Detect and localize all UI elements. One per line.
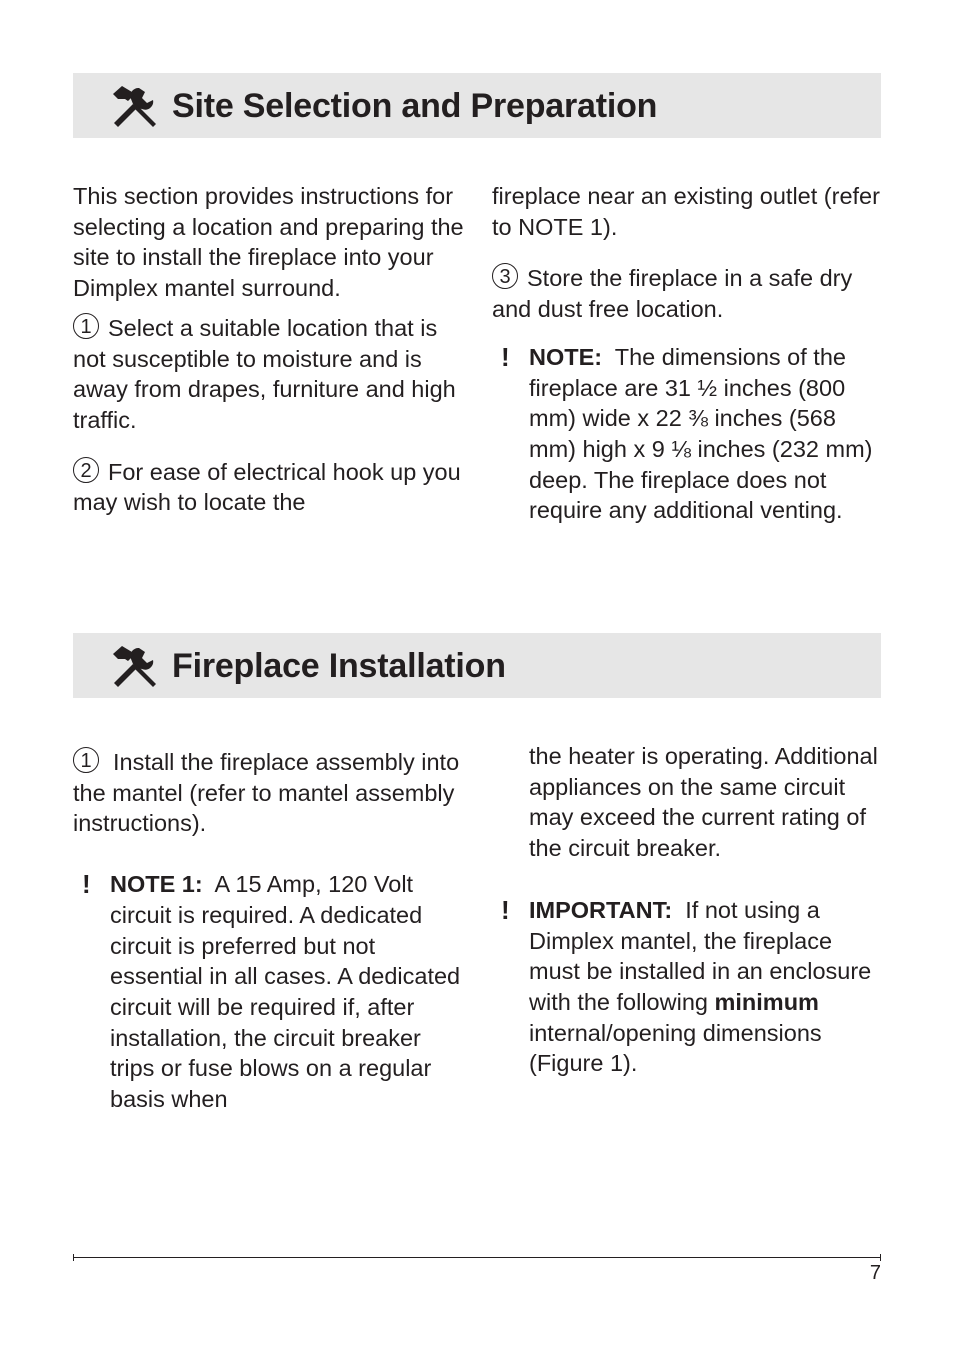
circuit-note-continued: the heater is operating. Additional appliances on the same circuit may exceed the current rating of the circuit breaker. (529, 743, 878, 862)
important-label: IMPORTANT: (529, 896, 673, 923)
step-2 (73, 457, 468, 518)
install-step-1 (73, 747, 465, 839)
page-number: 7 (869, 1262, 881, 1284)
important-bold-word: minimum (714, 988, 819, 1015)
important-text-b: internal/opening dimensions (Figure 1). (529, 1019, 822, 1077)
section2-left-column (73, 747, 465, 1115)
step-1 (73, 313, 468, 436)
intro-paragraph: This section provides instructions for selecting a location and preparing the site to install the fireplace into your Dimplex mantel surround. (73, 183, 464, 302)
step-number-1: 1 (73, 747, 99, 773)
section2-right-column (492, 741, 884, 1079)
section-banner-fireplace-installation (73, 633, 881, 698)
important-note (492, 895, 884, 1079)
note-text: The dimensions of the fireplace are 31 ½ inches (800 mm) wide x 22 ⅜ inches (568 mm) high x 9 ⅛ inches (232 mm) deep. The fireplace does not require any additional venting. (529, 343, 873, 524)
step-3 (492, 263, 884, 324)
warning-icon: ! (501, 341, 510, 372)
tools-icon (111, 85, 159, 127)
step-number-1: 1 (73, 313, 99, 339)
section-title: Fireplace Installation (172, 647, 506, 685)
note1-text: A 15 Amp, 120 Volt circuit is required. A dedicated circuit is preferred but not essential in all cases. A dedicated circuit will be required if, after installation, the circuit breaker trips or fuse blows on a regular basis when (110, 871, 461, 1113)
section1-right-column (492, 181, 884, 526)
circuit-note (73, 869, 465, 1115)
dimensions-note (492, 342, 884, 526)
warning-icon: ! (82, 869, 91, 900)
step-3-text: Store the fireplace in a safe dry and dust free location. (492, 265, 853, 323)
step-number-2: 2 (73, 457, 99, 483)
tools-icon (111, 645, 159, 687)
section-title: Site Selection and Preparation (172, 87, 658, 125)
install-step-1-text: Install the fireplace assembly into the mantel (refer to mantel assembly instructions). (73, 749, 460, 837)
note1-label: NOTE 1: (110, 871, 203, 898)
step-2-continued: fireplace near an existing outlet (refer to NOTE 1). (492, 183, 880, 240)
warning-icon: ! (501, 894, 510, 925)
section1-left-column (73, 181, 468, 518)
step-2-text: For ease of electrical hook up you may wish to locate the (73, 458, 461, 516)
step-number-3: 3 (492, 263, 518, 289)
section-banner-site-selection (73, 73, 881, 138)
step-1-text: Select a suitable location that is not susceptible to moisture and is away from drapes, furniture and high traffic. (73, 314, 456, 433)
footer-rule (73, 1257, 881, 1258)
note-label: NOTE: (529, 343, 603, 370)
important-text-a: If not using a Dimplex mantel, the fireplace must be installed in an enclosure with the following (529, 896, 872, 1015)
